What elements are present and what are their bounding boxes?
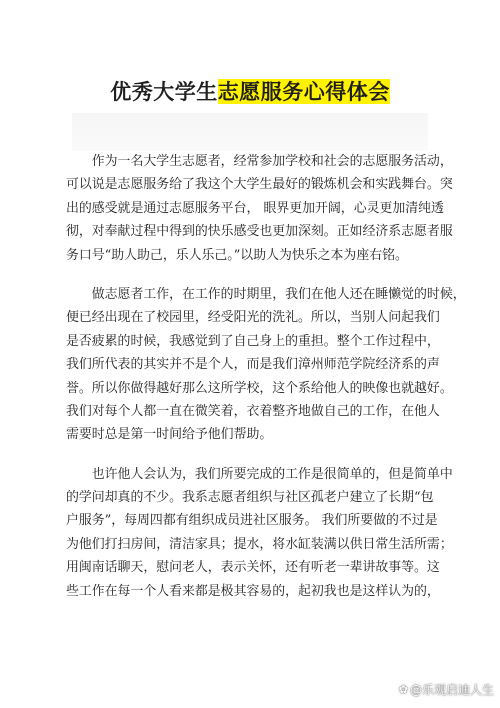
document-body (66, 150, 466, 603)
paragraph-line: 用闽南话聊天，慰问老人，表示关怀，还有听老一辈讲故事等。这 (66, 560, 440, 576)
title-highlight: 志愿服务心得体会 (217, 79, 390, 104)
paragraph-line: 誉。所以你做得越好那么这所学校，这个系给他人的映像也就越好。 (66, 380, 453, 396)
watermark-text: @乐观启迪人生 (409, 683, 494, 697)
paragraph-line: 也许他人会认为，我们所要完成的工作是很简单的，但是简单中 (66, 466, 453, 482)
paragraph-line: 需要时总是第一时间给予他们帮助。 (66, 427, 273, 443)
paragraph-line: 为他们打扫房间，清洁家具；提水，将水缸装满以供日常生活所需； (66, 536, 453, 552)
paragraph-1 (66, 150, 453, 267)
paragraph-line: 些工作在每一个人看来都是极其容易的，起初我也是这样认为的， (66, 583, 440, 599)
paragraph-line: 便已经出现在了校园里，经受阳光的洗礼。所以，当别人问起我们 (66, 310, 440, 326)
paragraph-line: 我们对每个人都一直在微笑着，衣着整齐地做自己的工作，在他人 (66, 403, 440, 419)
paragraph-line: 可以说是志愿服务给了我这个大学生最好的锻炼机会和实践舞台。突 (66, 177, 453, 193)
paragraph-line: 是否疲累的时候，我感觉到了自己身上的重担。整个工作过程中， (66, 333, 440, 349)
paragraph-2 (66, 283, 466, 447)
paragraph-line: 彻，对奉献过程中得到的快乐感受也更加深刻。正如经济系志愿者服 (66, 224, 453, 240)
paragraph-line: 户服务”，每周四都有组织成员进社区服务。 我们所要做的不过是 (66, 513, 438, 529)
paragraph-3 (66, 463, 453, 603)
paragraph-line: 作为一名大学生志愿者，经常参加学校和社会的志愿服务活动， (66, 154, 453, 169)
shaded-blank-band (72, 113, 428, 151)
paragraph-line: 的学问却真的不少。我系志愿者组织与社区孤老户建立了长期“包 (66, 490, 434, 506)
paragraph-line: 务口号“助人助己，乐人乐己。”以助人为快乐之本为座右铭。 (66, 247, 408, 263)
title-plain: 优秀大学生 (110, 79, 218, 104)
watermark (399, 681, 494, 698)
document-title (0, 78, 500, 106)
paragraph-line: 出的感受就是通过志愿服务平台， 眼界更加开阔，心灵更加清纯透 (66, 200, 444, 216)
paragraph-line: 做志愿者工作，在工作的时期里，我们在他人还在睡懒觉的时候， (66, 286, 466, 302)
paragraph-line: 我们所代表的其实并不是个人，而是我们漳州师范学院经济系的声 (66, 357, 440, 373)
watermark-logo-icon: ✿ (398, 683, 408, 696)
